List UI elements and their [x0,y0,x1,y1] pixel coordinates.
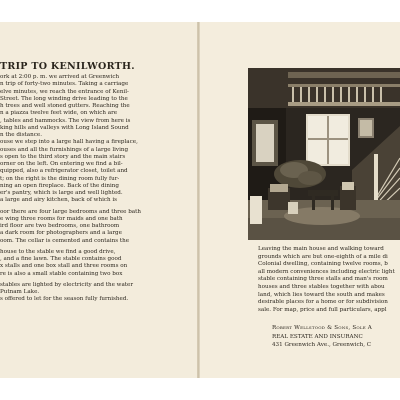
text-line: stable containing three stalls and man's room [258,276,388,283]
text-line: n a piazza twelve feet wide, on which are [0,110,118,117]
text-line: ird floor are two bedrooms, one bathroom [0,223,120,229]
text-line: elve minutes, we reach the entrance of Kenil- [0,88,129,95]
text-line: , and a fine lawn. The stable contains good [0,256,122,262]
text-line: stables are lighted by electricity and the water [0,281,134,288]
text-line: e wing three rooms for maids and one bath [0,215,123,222]
text-line: quipped, also a refrigerator closet, toilet and [0,168,128,175]
text-line: h trees and well stoned gutters. Reaching the [0,103,130,109]
firm-name: Robert Wellstood & Sons, Sole A [272,325,373,331]
left-page-body [0,74,190,304]
text-line: s open to the third story and the main stairs [0,153,126,160]
right-page [200,22,400,378]
text-line: s offered to let for the season fully furnished. [0,296,129,303]
text-line: sale. For map, price and full particulars, appl [258,306,387,313]
text-line: re is also a small stable containing two box [0,270,123,277]
text-line: oom. The cellar is cemented and contains the [0,237,130,244]
text-line: desirable places for a home or for subdivision [258,299,388,306]
text-line: ning an open fireplace. Back of the dining [0,182,119,189]
text-line: a dark room for photographers and a large [0,230,122,237]
text-line: x stalls and one box stall and three rooms on [0,263,128,270]
chapter-title: TRIP TO KENILWORTH. [0,61,135,72]
text-line: all modern conveniences including electric light [258,268,395,275]
text-line: ouse we step into a large hall having a fireplace, [0,139,138,146]
book-spread [0,22,400,378]
firm-address: 431 Greenwich Ave., Greenwich, C [272,342,372,348]
text-line: land, which lies toward the south and makes [258,291,385,298]
text-line: king hills and valleys with Long Island Sound [0,124,129,131]
interior-photograph [248,68,400,240]
business-line: REAL ESTATE AND INSURANC [272,333,363,340]
text-line: n trip of forty-two minutes. Taking a carriage [0,81,129,88]
text-line: ork at 2:00 p. m. we arrived at Greenwich [0,74,120,80]
text-line: n the distance. [0,132,42,138]
text-line: , tables and hammocks. The view from here is [0,117,131,124]
left-page [0,22,197,378]
text-line: ouses and all the furnishings of a large living [0,146,129,153]
text-line: Leaving the main house and walking toward [258,246,384,252]
text-line: house to the stable we find a good drive, [0,248,116,255]
text-line: houses and three stables together with abou [258,283,385,290]
text-line: oor there are four large bedrooms and three bath [0,208,141,215]
agent-signature-block [272,324,400,350]
text-line: Putnam Lake. [0,289,40,295]
text-line: Colonial dwelling, containing twelve rooms, b [258,261,388,268]
text-line: t; on the right is the dining room fully fur- [0,175,120,182]
text-line: grounds which are but one-eighth of a mile di [258,253,388,260]
text-line: er's pantry, which is large and well lighted. [0,190,123,196]
text-line: orner on the left. On entering we find a bil- [0,161,123,167]
right-page-body [258,246,400,314]
text-line: Street. The long winding drive leading to the [0,95,128,102]
text-line: a large and airy kitchen, back of which is [0,197,118,204]
